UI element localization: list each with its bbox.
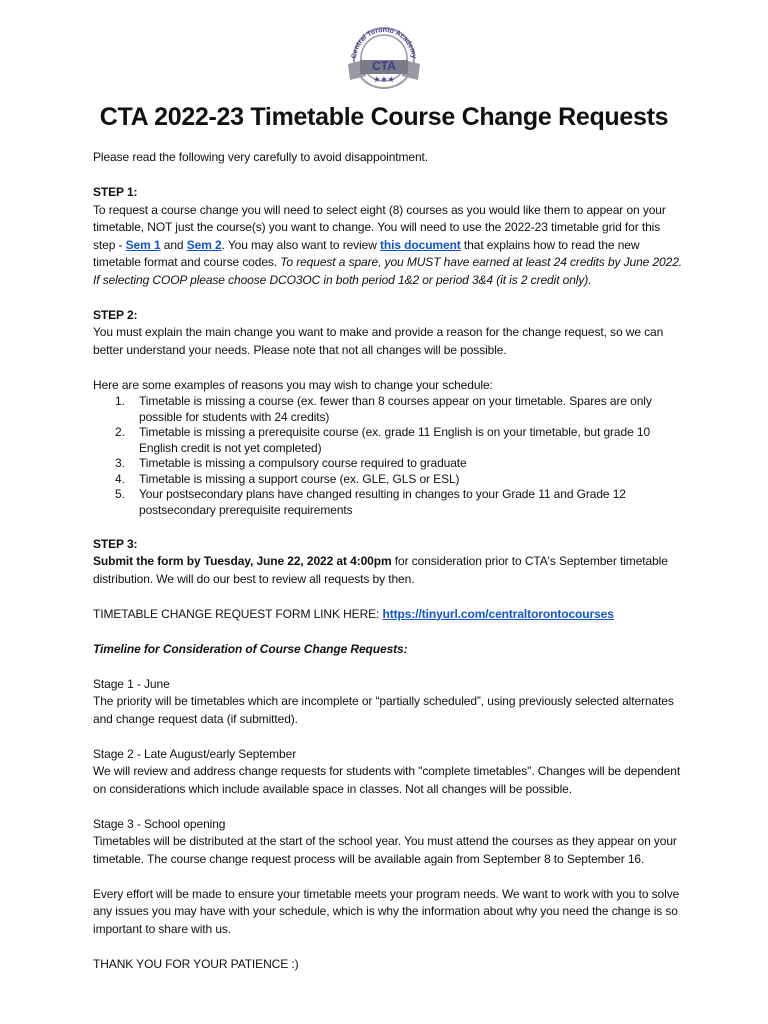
- document-body: [93, 149, 683, 973]
- list-item: 1. Timetable is missing a course (ex. fewer than 8 courses appear on your timetable. Spares are only possible for students with 24 credits): [115, 394, 652, 424]
- form-link-line: TIMETABLE CHANGE REQUEST FORM LINK HERE: https://tinyurl.com/centraltorontocourses: [93, 606, 614, 621]
- logo-abbr: CTA: [372, 59, 396, 73]
- stage2-title: Stage 2 - Late August/early September: [93, 746, 297, 761]
- timeline-heading: Timeline for Consideration of Course Change Requests:: [93, 641, 408, 656]
- stage3-text: Timetables will be distributed at the start of the school year. You must attend the courses as they appear on your timetable. The course change request process will be available again from September 8 to September 16.: [93, 834, 677, 866]
- sem1-link[interactable]: Sem 1: [125, 237, 161, 252]
- step1-paragraph: To request a course change you will need to select eight (8) courses as you would like them to appear on your timetable, NOT just the course(s) you want to change. You will need to use the 2022-23 timetable grid for this step - Sem 1 and Sem 2. You may also want to review this document that explains how to read the new timetable format and course codes. To request a spare, you MUST have earned at least 24 credits by June 2022. If selecting COOP please choose DCO3OC in both period 1&2 or period 3&4 (it is 2 credit only).: [93, 202, 682, 287]
- list-item: 3. Timetable is missing a compulsory course required to graduate: [115, 456, 467, 470]
- thanks-text: THANK YOU FOR YOUR PATIENCE :): [93, 956, 299, 971]
- step2-heading: STEP 2:: [93, 307, 138, 322]
- form-url-link[interactable]: https://tinyurl.com/centraltorontocourses: [382, 606, 614, 621]
- list-item: 5. Your postsecondary plans have changed resulting in changes to your Grade 11 and Grade 12 postsecondary prerequisite requirements: [115, 487, 626, 517]
- list-item: 4. Timetable is missing a support course (ex. GLE, GLS or ESL): [115, 471, 460, 486]
- this-document-link[interactable]: this document: [380, 237, 461, 252]
- examples-intro: Here are some examples of reasons you may wish to change your schedule:: [93, 377, 493, 392]
- deadline-text: Submit the form by Tuesday, June 22, 2022 at 4:00pm: [93, 554, 392, 568]
- step2-paragraph: You must explain the main change you want to make and provide a reason for the change request, so we can better understand your needs. Please note that not all changes will be possible.: [93, 325, 664, 357]
- stage2-text: We will review and address change requests for students with "complete timetables". Changes will be dependent on considerations which include available space in classes. Not all changes will be possible.: [93, 764, 681, 796]
- list-item: 2. Timetable is missing a prerequisite course (ex. grade 11 English is on your timetable, but grade 10 English credit is not yet completed): [115, 425, 651, 455]
- page-title: CTA 2022-23 Timetable Course Change Requests: [99, 103, 669, 131]
- sem2-link[interactable]: Sem 2: [186, 237, 222, 252]
- svg-text:★★★: ★★★: [373, 75, 395, 84]
- spare-note: To request a spare, you MUST have earned at least 24 credits by June 2022. If selecting COOP please choose DCO3OC in both period 1&2 or period 3&4 (it is 2 credit only).: [93, 255, 682, 287]
- logo-arc-text: Central Toronto Academy: [350, 26, 417, 59]
- closing-paragraph: Every effort will be made to ensure your timetable meets your program needs. We want to work with you to solve any issues you may have with your schedule, which is why the information about why you need the change is so important to share with us.: [93, 886, 680, 936]
- intro-text: Please read the following very carefully to avoid disappointment.: [93, 150, 429, 164]
- step3-heading: STEP 3:: [93, 536, 138, 551]
- step3-paragraph: Submit the form by Tuesday, June 22, 2022 at 4:00pm for consideration prior to CTA's September timetable distribution. We will do our best to review all requests by then.: [93, 554, 668, 586]
- cta-logo: [344, 20, 424, 100]
- stage3-title: Stage 3 - School opening: [93, 816, 226, 831]
- stage1-text: The priority will be timetables which are incomplete or “partially scheduled”, using previously selected alternates and change request data (if submitted).: [93, 694, 674, 726]
- step1-heading: STEP 1:: [93, 185, 138, 199]
- examples-list: [93, 394, 683, 518]
- stage1-title: Stage 1 - June: [93, 676, 170, 691]
